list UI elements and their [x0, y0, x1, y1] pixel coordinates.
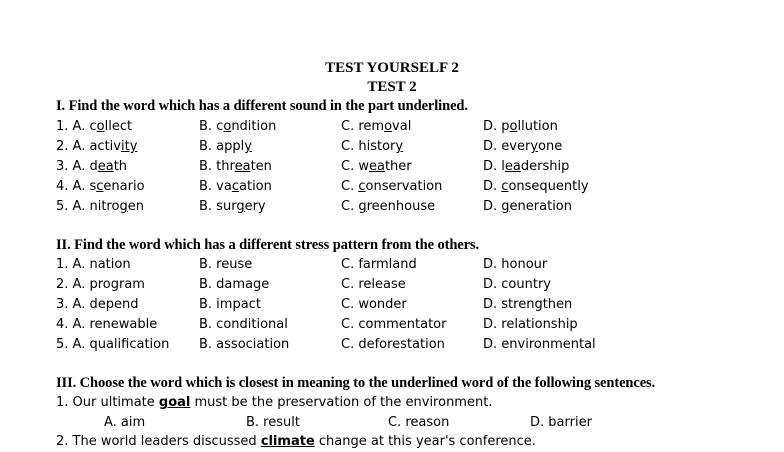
option-text: onservation	[365, 179, 443, 194]
answer-option[interactable]	[483, 117, 558, 137]
answer-option[interactable]: 4. A. renewable	[56, 317, 158, 332]
option-text: val	[392, 119, 412, 134]
underlined-part: ity	[120, 139, 138, 154]
option-text: D. ever	[483, 139, 531, 154]
underlined-part: o	[223, 119, 232, 134]
answer-option[interactable]	[56, 197, 144, 217]
underlined-part: c	[96, 179, 104, 194]
option-text: 2. A. activ	[56, 139, 121, 154]
option-b[interactable]: B. result	[246, 415, 300, 430]
answer-option[interactable]: B. damage	[199, 277, 270, 292]
option-text: ery	[244, 199, 266, 214]
section-3-heading: III. Choose the word which is closest in meaning to the underlined word of the following sentences.	[56, 375, 656, 391]
answer-option[interactable]: C. release	[341, 277, 406, 292]
underlined-part: y	[395, 139, 404, 154]
underlined-part: o	[509, 119, 518, 134]
answer-option[interactable]: D. relationship	[483, 317, 578, 332]
answer-option[interactable]: C. commentator	[341, 317, 447, 332]
underlined-part: c	[358, 179, 366, 194]
section-1-row	[56, 157, 776, 177]
section-2-heading: II. Find the word which has a different stress pattern from the others.	[56, 237, 480, 253]
option-c[interactable]: C. reason	[388, 415, 450, 430]
answer-option[interactable]	[56, 157, 127, 177]
answer-option[interactable]: 2. A. program	[56, 277, 145, 292]
option-text: B. sur	[199, 199, 237, 214]
option-text: llution	[517, 119, 558, 134]
section-2-row	[56, 315, 776, 335]
option-text: D.	[483, 179, 502, 194]
question-2-post: change at this year's conference.	[314, 434, 536, 449]
option-text: enario	[103, 179, 145, 194]
underlined-part: ea	[368, 159, 385, 174]
answer-option[interactable]: D. country	[483, 277, 551, 292]
underlined-part: ea	[97, 159, 114, 174]
answer-option[interactable]: 5. A. qualification	[56, 337, 170, 352]
answer-option[interactable]	[483, 137, 562, 157]
answer-option[interactable]	[341, 177, 442, 197]
answer-option[interactable]: 3. A. depend	[56, 297, 139, 312]
underlined-part: g	[358, 199, 367, 214]
option-text: B. c	[199, 119, 224, 134]
answer-option[interactable]: D. environmental	[483, 337, 596, 352]
option-text: ation	[239, 179, 272, 194]
option-text: 5. A. nitro	[56, 199, 120, 214]
underlined-part: y	[530, 139, 539, 154]
section-2-row	[56, 335, 776, 355]
section-1-heading: I. Find the word which has a different sound in the part underlined.	[56, 98, 468, 114]
answer-option[interactable]	[483, 157, 569, 177]
answer-option[interactable]	[199, 137, 252, 157]
underlined-part: g	[236, 199, 245, 214]
underlined-part: ea	[234, 159, 251, 174]
underlined-part: o	[96, 119, 105, 134]
underlined-part: g	[501, 199, 510, 214]
question-2-pre: 2. The world leaders discussed	[56, 434, 261, 449]
section-1-row	[56, 137, 776, 157]
option-text: D. l	[483, 159, 505, 174]
option-text: D.	[483, 199, 502, 214]
answer-option[interactable]	[341, 157, 412, 177]
answer-option[interactable]: B. reuse	[199, 257, 253, 272]
answer-option[interactable]	[341, 137, 403, 157]
answer-option[interactable]: D. strengthen	[483, 297, 573, 312]
option-a[interactable]: A. aim	[104, 415, 146, 430]
answer-option[interactable]: C. deforestation	[341, 337, 445, 352]
option-d[interactable]: D. barrier	[530, 415, 592, 430]
answer-option[interactable]	[199, 157, 272, 177]
question-1-keyword: goal	[158, 395, 191, 410]
question-1-options	[56, 413, 776, 433]
answer-option[interactable]	[341, 197, 435, 217]
option-text: one	[538, 139, 563, 154]
answer-option[interactable]: B. association	[199, 337, 290, 352]
option-text: C. rem	[341, 119, 385, 134]
option-text: B. va	[199, 179, 232, 194]
answer-option[interactable]: D. honour	[483, 257, 548, 272]
answer-option[interactable]: C. wonder	[341, 297, 407, 312]
underlined-part: c	[501, 179, 509, 194]
answer-option[interactable]	[199, 117, 276, 137]
option-text: onsequently	[508, 179, 589, 194]
answer-option[interactable]	[199, 177, 272, 197]
section-1-row	[56, 197, 776, 217]
underlined-part: g	[119, 199, 128, 214]
question-1-pre: 1. Our ultimate	[56, 395, 159, 410]
question-1	[56, 393, 776, 413]
answer-option[interactable]: B. conditional	[199, 317, 288, 332]
option-text: B. appl	[199, 139, 245, 154]
option-text: 3. A. d	[56, 159, 98, 174]
underlined-part: ea	[504, 159, 521, 174]
option-text: ten	[250, 159, 272, 174]
option-text: D. p	[483, 119, 510, 134]
option-text: 1. A. c	[56, 119, 97, 134]
option-text: B. thr	[199, 159, 235, 174]
underlined-part: y	[244, 139, 252, 154]
option-text: reenhouse	[366, 199, 436, 214]
option-text: ndition	[231, 119, 277, 134]
option-text: eneration	[509, 199, 572, 214]
answer-option[interactable]: C. farmland	[341, 257, 417, 272]
answer-option[interactable]: 1. A. nation	[56, 257, 131, 272]
option-text: C.	[341, 199, 359, 214]
answer-option[interactable]	[56, 177, 145, 197]
underlined-part: o	[384, 119, 393, 134]
answer-option[interactable]	[483, 197, 572, 217]
answer-option[interactable]	[56, 137, 137, 157]
option-text: llect	[104, 119, 133, 134]
option-text: C.	[341, 179, 359, 194]
section-2-row	[56, 295, 776, 315]
answer-option[interactable]	[483, 177, 589, 197]
option-text: en	[127, 199, 144, 214]
section-1-row	[56, 177, 776, 197]
option-text: C. histor	[341, 139, 396, 154]
question-2	[56, 432, 776, 452]
answer-option[interactable]	[341, 117, 411, 137]
section-2-row	[56, 275, 776, 295]
answer-option[interactable]: B. impact	[199, 297, 261, 312]
section-1-row	[56, 117, 776, 137]
option-text: C. w	[341, 159, 369, 174]
question-1-post: must be the preservation of the environment.	[190, 395, 493, 410]
underlined-part: c	[231, 179, 239, 194]
document-title: TEST YOURSELF 2	[325, 60, 459, 76]
option-text: 4. A. s	[56, 179, 97, 194]
answer-option[interactable]	[199, 197, 266, 217]
test-title: TEST 2	[367, 79, 417, 95]
option-text: th	[113, 159, 128, 174]
section-2-row	[56, 255, 776, 275]
option-text: dership	[520, 159, 570, 174]
answer-option[interactable]	[56, 117, 132, 137]
option-text: ther	[384, 159, 412, 174]
question-2-keyword: climate	[260, 434, 315, 449]
